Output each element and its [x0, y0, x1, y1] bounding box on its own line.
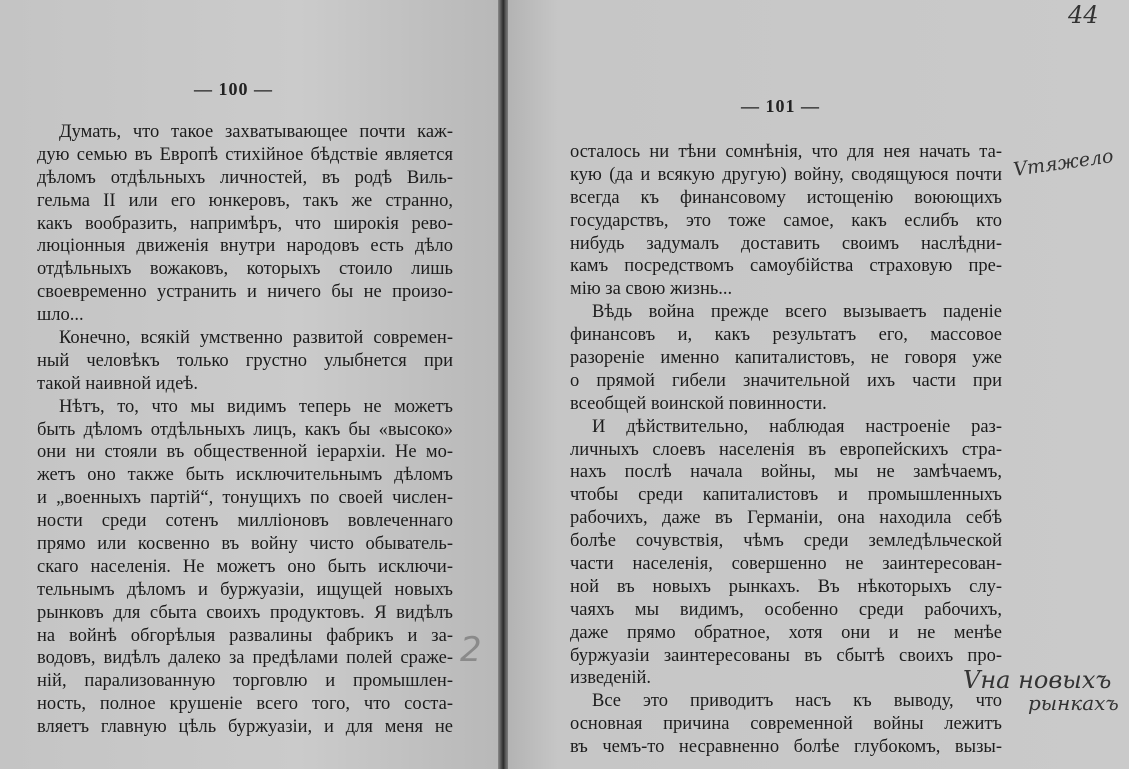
text-line: Нѣтъ, то, что мы видимъ теперь не можетъ	[59, 396, 453, 417]
text-line: рабочихъ, даже въ Германіи, она находила себѣ	[570, 508, 1002, 529]
text-line: личныхъ слоевъ населенія въ европейскихъ стра-	[570, 439, 1002, 460]
text-line: отдѣльныхъ вожаковъ, которыхъ стоило лишь	[37, 259, 453, 280]
left-page	[0, 0, 500, 769]
handwritten-folio: 44	[1068, 1, 1099, 29]
text-line: такой наивной идеѣ.	[37, 373, 198, 394]
text-line: на войнѣ обгорѣлыя развалины фабрикъ и за-	[37, 625, 453, 646]
text-line: быть дѣломъ отдѣльныхъ лицъ, какъ бы «высоко»	[37, 419, 453, 440]
text-line: части населенія, совершенно не заинтересован-	[570, 554, 1002, 575]
margin-note: Vна новыхъ	[963, 666, 1112, 694]
text-line: скаго населенія. Не можетъ оно быть исключи-	[37, 556, 453, 577]
pencil-mark: 2	[460, 630, 482, 670]
text-line: камъ посредствомъ самоубійства страховую пре-	[570, 256, 1002, 277]
text-line: шло...	[37, 305, 84, 326]
page-number: — 101 —	[741, 96, 820, 116]
text-line: прямо или косвенно въ войну чисто обыватель-	[37, 534, 453, 555]
text-line: мію за свою жизнь...	[570, 279, 733, 300]
text-line: люціонныя движенія внутри народовъ есть дѣло	[37, 236, 453, 257]
text-line: чаяхъ мы видимъ, особенно среди рабочихъ,	[570, 599, 1002, 620]
text-line: всеобщей воинской повинности.	[570, 393, 827, 414]
text-line: и „военныхъ партій“, тонущихъ по своей числен-	[37, 488, 453, 509]
text-line: Думать, что такое захватывающее почти каж-	[59, 122, 453, 142]
text-line: болѣе сочувствія, чѣмъ среди земледѣльческой	[570, 531, 1002, 552]
text-line: финансовъ и, какъ результатъ его, массовое	[570, 325, 1002, 346]
text-line: ній, парализованную торговлю и промышлен-	[37, 671, 453, 692]
text-line: водовъ, видѣлъ далеко за предѣлами полей сраже-	[37, 648, 453, 669]
text-line: какъ вообразить, напримѣръ, что широкія рево-	[37, 213, 453, 234]
text-line: ности среди сотенъ милліоновъ вовлеченнаго	[37, 511, 453, 532]
text-line: Все это приводитъ насъ къ выводу, что	[592, 691, 1002, 712]
text-line: И дѣйствительно, наблюдая настроеніе раз-	[592, 416, 1002, 437]
text-line: ный человѣкъ только грустно улыбнется при	[37, 350, 453, 371]
text-line: кую (да и всякую другую) войну, сводящуюся почти	[570, 164, 1002, 185]
text-line: Вѣдь война прежде всего вызываетъ паденіе	[592, 302, 1002, 323]
text-line: даже прямо обратное, хотя они и не менѣе	[570, 622, 1002, 643]
text-line: нибудь задумалъ доставить своимъ наслѣдни-	[570, 233, 1002, 254]
text-line: нахъ послѣ начала войны, мы не замѣчаемъ,	[570, 462, 1002, 483]
text-line: о прямой гибели значительной ихъ части при	[570, 370, 1002, 391]
text-line: вляетъ главную цѣль буржуазіи, и для меня не	[37, 717, 453, 738]
text-line: государствъ, это тоже самое, какъ еслибъ кто	[570, 210, 1002, 231]
text-line: своевременно устранить и ничего бы не произо-	[37, 282, 453, 303]
text-line: жетъ оно также быть исключительнымъ дѣломъ	[37, 465, 453, 486]
text-line: основная причина современной войны лежитъ	[570, 714, 1002, 735]
text-line: рынковъ для сбыта своихъ продуктовъ. Я видѣлъ	[37, 602, 453, 623]
text-line: дую семью въ Европѣ стихійное бѣдствіе является	[37, 144, 453, 165]
text-line: гельма II или его юнкеровъ, такъ же странно,	[37, 190, 453, 211]
text-line: тельнымъ дѣломъ и буржуазіи, ищущей новыхъ	[37, 579, 453, 600]
margin-note: Vтяжело	[1011, 145, 1115, 181]
text-line: ность, полное крушеніе всего того, что соста-	[37, 694, 453, 715]
text-line: чтобы среди капиталистовъ и промышленныхъ	[570, 485, 1002, 506]
page-number: — 100 —	[194, 79, 273, 99]
text-line: Конечно, всякій умственно развитой современ-	[59, 328, 453, 349]
text-line: они ни стояли въ общественной іерархіи. Не мо-	[37, 442, 453, 463]
text-line: всегда къ финансовому истощенію воюющихъ	[570, 187, 1002, 208]
text-line: изведеній.	[570, 668, 651, 689]
right-page	[508, 0, 1129, 769]
page-text	[570, 141, 1002, 759]
text-line: буржуазіи заинтересованы въ сбытѣ своихъ про-	[570, 645, 1002, 666]
text-line: дѣломъ отдѣльныхъ личностей, въ родѣ Виль-	[37, 167, 453, 188]
page-text	[37, 121, 453, 739]
text-line: осталось ни тѣни сомнѣнія, что для нея начать та-	[570, 142, 1002, 162]
margin-note: рынкахъ	[1028, 691, 1119, 715]
text-line: разореніе именно капиталистовъ, не говоря уже	[570, 348, 1002, 369]
text-line: въ чемъ-то несравненно болѣе глубокомъ, вызы-	[570, 737, 1002, 758]
text-line: ной въ новыхъ рынкахъ. Въ нѣкоторыхъ слу-	[570, 576, 1002, 597]
